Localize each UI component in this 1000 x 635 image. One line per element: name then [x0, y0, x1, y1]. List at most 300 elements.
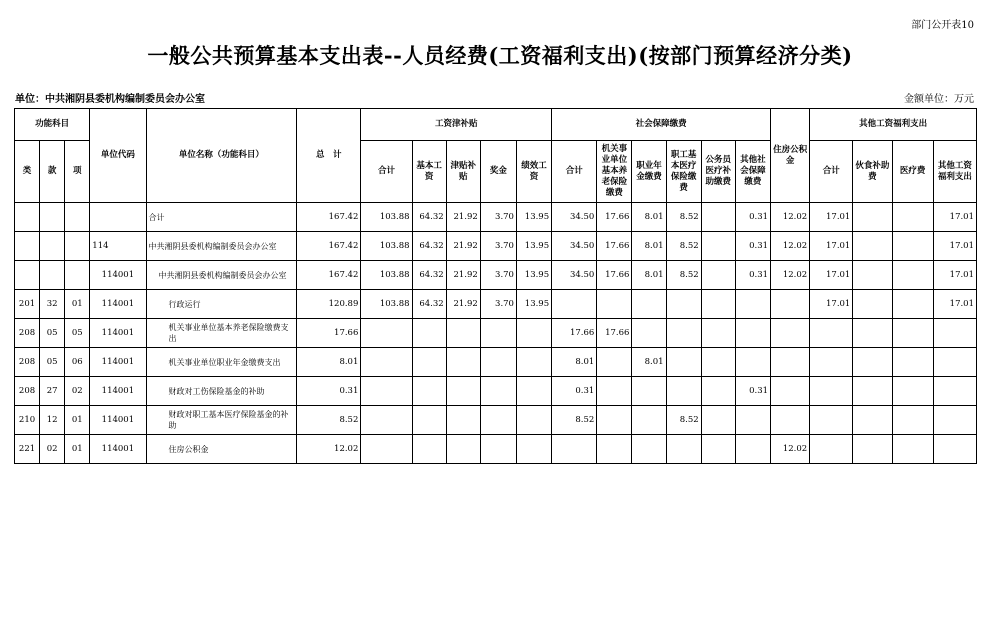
cell-civil — [701, 377, 735, 406]
cell-pension-text: 17.66 — [605, 328, 630, 338]
cell-pension — [597, 290, 632, 319]
cell-name-text: 中共湘阴县委机构编制委员会办公室 — [148, 241, 277, 251]
cell-o_welfare — [933, 406, 976, 435]
header-annuity: 职业年金缴费 — [632, 141, 666, 203]
cell-kuan — [40, 203, 65, 232]
cell-kuan-text: 02 — [46, 444, 58, 454]
cell-annuity — [632, 348, 666, 377]
cell-annuity — [632, 203, 666, 232]
cell-basic — [412, 261, 446, 290]
cell-kuan — [40, 435, 65, 464]
cell-annuity-text: 8.01 — [644, 241, 664, 251]
cell-bonus — [480, 232, 516, 261]
cell-meal — [853, 319, 892, 348]
header-meal: 伙食补助费 — [853, 141, 892, 203]
cell-medical — [666, 319, 701, 348]
cell-civil — [701, 435, 735, 464]
cell-s_total — [552, 290, 597, 319]
cell-annuity-text: 8.01 — [644, 212, 664, 222]
cell-lei-text: 210 — [18, 415, 36, 425]
cell-w_total — [361, 406, 412, 435]
cell-total-text: 0.31 — [339, 386, 359, 396]
cell-medical — [666, 348, 701, 377]
cell-code-text: 114001 — [101, 299, 135, 309]
cell-name — [146, 261, 297, 290]
header-other-total: 合计 — [810, 141, 853, 203]
cell-medical — [666, 232, 701, 261]
cell-name — [146, 203, 297, 232]
cell-kuan-text: 32 — [46, 299, 58, 309]
cell-total — [297, 261, 361, 290]
cell-o_total-text: 17.01 — [826, 299, 851, 309]
cell-code-text: 114001 — [101, 357, 135, 367]
cell-basic — [412, 406, 446, 435]
cell-total — [297, 232, 361, 261]
cell-code — [90, 377, 146, 406]
cell-medical — [666, 435, 701, 464]
cell-other_s — [735, 319, 770, 348]
cell-med_fee — [892, 261, 933, 290]
budget-table — [14, 108, 977, 464]
cell-kuan — [40, 348, 65, 377]
cell-s_total-text: 34.50 — [569, 212, 595, 222]
cell-other_s — [735, 348, 770, 377]
cell-name-text: 行政运行 — [168, 299, 201, 309]
cell-lei-text: 221 — [18, 444, 36, 454]
header-basic-wage: 基本工资 — [412, 141, 446, 203]
cell-annuity-text: 8.01 — [644, 270, 664, 280]
cell-code — [90, 319, 146, 348]
cell-name — [146, 348, 297, 377]
cell-perf — [516, 406, 551, 435]
cell-housing — [771, 261, 810, 290]
cell-s_total — [552, 406, 597, 435]
cell-medical — [666, 261, 701, 290]
cell-o_welfare-text: 17.01 — [949, 299, 974, 309]
cell-other_s — [735, 232, 770, 261]
cell-meal — [853, 290, 892, 319]
header-func-subject: 功能科目 — [15, 109, 90, 141]
cell-perf-text: 13.95 — [524, 241, 550, 251]
cell-civil — [701, 203, 735, 232]
cell-w_total — [361, 348, 412, 377]
cell-o_welfare — [933, 435, 976, 464]
cell-code-text: 114001 — [101, 270, 135, 280]
cell-name — [146, 319, 297, 348]
header-wage-total: 合计 — [361, 141, 412, 203]
header-wage-group: 工资津补贴 — [361, 109, 552, 141]
cell-xiang — [65, 377, 90, 406]
cell-w_total-text: 103.88 — [379, 270, 410, 280]
cell-w_total-text: 103.88 — [379, 241, 410, 251]
cell-allow — [446, 203, 480, 232]
cell-lei-text: 201 — [18, 299, 36, 309]
header-unit-name: 单位名称（功能科目） — [146, 109, 297, 203]
cell-basic-text: 64.32 — [419, 212, 444, 222]
cell-w_total-text: 103.88 — [379, 212, 410, 222]
cell-o_welfare-text: 17.01 — [949, 212, 974, 222]
cell-bonus-text: 3.70 — [495, 270, 514, 280]
cell-o_total — [810, 203, 853, 232]
cell-meal — [853, 406, 892, 435]
cell-s_total — [552, 261, 597, 290]
header-housing: 住房公积金 — [771, 109, 810, 203]
cell-xiang — [65, 290, 90, 319]
cell-xiang-text: 02 — [71, 386, 83, 396]
cell-total-text: 17.66 — [334, 328, 359, 338]
cell-xiang-text: 01 — [71, 444, 83, 454]
cell-o_total — [810, 290, 853, 319]
cell-allow — [446, 319, 480, 348]
cell-medical-text: 8.52 — [679, 241, 699, 251]
header-total: 总 计 — [297, 109, 361, 203]
table-row — [15, 348, 977, 377]
cell-civil — [701, 348, 735, 377]
cell-name-text: 机关事业单位职业年金缴费支出 — [168, 357, 281, 367]
cell-meal — [853, 348, 892, 377]
cell-s_total — [552, 377, 597, 406]
cell-civil — [701, 406, 735, 435]
cell-total-text: 12.02 — [334, 444, 359, 454]
cell-kuan — [40, 232, 65, 261]
header-kuan: 款 — [40, 141, 65, 203]
cell-name — [146, 290, 297, 319]
cell-other_s — [735, 261, 770, 290]
cell-s_total-text: 8.52 — [575, 415, 595, 425]
cell-med_fee — [892, 290, 933, 319]
cell-s_total — [552, 319, 597, 348]
cell-lei — [15, 406, 40, 435]
cell-other_s-text: 0.31 — [749, 386, 769, 396]
cell-w_total — [361, 232, 412, 261]
cell-perf — [516, 319, 551, 348]
cell-pension-text: 17.66 — [605, 241, 630, 251]
cell-civil — [701, 232, 735, 261]
table-row — [15, 377, 977, 406]
cell-o_welfare — [933, 319, 976, 348]
cell-total-text: 167.42 — [328, 270, 359, 280]
cell-o_welfare — [933, 232, 976, 261]
header-social-group: 社会保障缴费 — [552, 109, 771, 141]
cell-total — [297, 377, 361, 406]
cell-code-text: 114001 — [101, 415, 135, 425]
cell-perf-text: 13.95 — [524, 299, 550, 309]
cell-perf — [516, 435, 551, 464]
cell-housing-text: 12.02 — [782, 270, 808, 280]
cell-pension — [597, 406, 632, 435]
cell-med_fee — [892, 319, 933, 348]
cell-other_s — [735, 377, 770, 406]
cell-name — [146, 435, 297, 464]
cell-o_welfare — [933, 377, 976, 406]
cell-w_total — [361, 261, 412, 290]
cell-annuity — [632, 435, 666, 464]
header-social-total: 合计 — [552, 141, 597, 203]
cell-name-text: 中共湘阴县委机构编制委员会办公室 — [158, 270, 287, 280]
cell-allow-text: 21.92 — [453, 212, 478, 222]
cell-xiang-text: 05 — [71, 328, 83, 338]
cell-s_total — [552, 435, 597, 464]
cell-basic — [412, 348, 446, 377]
table-row — [15, 261, 977, 290]
cell-annuity — [632, 261, 666, 290]
cell-o_total-text: 17.01 — [826, 241, 851, 251]
cell-other_s-text: 0.31 — [749, 241, 769, 251]
cell-pension — [597, 435, 632, 464]
cell-code — [90, 348, 146, 377]
cell-other_s — [735, 290, 770, 319]
cell-code — [90, 406, 146, 435]
cell-s_total — [552, 232, 597, 261]
cell-code — [90, 290, 146, 319]
cell-o_total — [810, 435, 853, 464]
cell-medical — [666, 406, 701, 435]
cell-civil — [701, 319, 735, 348]
page-title: 一般公共预算基本支出表--人员经费(工资福利支出)(按部门预算经济分类) — [147, 43, 853, 68]
cell-lei-text: 208 — [18, 386, 36, 396]
cell-allow-text: 21.92 — [453, 299, 478, 309]
header-medical-fee: 医疗费 — [892, 141, 933, 203]
cell-med_fee — [892, 406, 933, 435]
cell-xiang-text: 06 — [71, 357, 83, 367]
cell-housing — [771, 232, 810, 261]
header-medical: 职工基本医疗保险缴费 — [666, 141, 701, 203]
cell-med_fee — [892, 348, 933, 377]
cell-pension — [597, 319, 632, 348]
cell-total-text: 167.42 — [328, 212, 359, 222]
cell-lei — [15, 203, 40, 232]
cell-lei — [15, 435, 40, 464]
cell-w_total — [361, 319, 412, 348]
cell-code-text: 114 — [92, 241, 109, 251]
cell-o_welfare-text: 17.01 — [949, 241, 974, 251]
cell-s_total-text: 17.66 — [569, 328, 595, 338]
cell-med_fee — [892, 232, 933, 261]
table-row — [15, 435, 977, 464]
cell-allow — [446, 261, 480, 290]
cell-code — [90, 261, 146, 290]
cell-pension — [597, 377, 632, 406]
table-row — [15, 203, 977, 232]
cell-code — [90, 435, 146, 464]
cell-pension-text: 17.66 — [605, 270, 630, 280]
cell-o_total — [810, 319, 853, 348]
cell-s_total-text: 34.50 — [569, 270, 595, 280]
cell-meal — [853, 232, 892, 261]
cell-xiang — [65, 435, 90, 464]
cell-allow — [446, 348, 480, 377]
cell-allow — [446, 232, 480, 261]
cell-annuity — [632, 319, 666, 348]
cell-w_total — [361, 290, 412, 319]
cell-s_total-text: 34.50 — [569, 241, 595, 251]
cell-housing — [771, 435, 810, 464]
cell-bonus — [480, 348, 516, 377]
cell-o_total-text: 17.01 — [826, 212, 851, 222]
cell-xiang — [65, 406, 90, 435]
cell-pension — [597, 348, 632, 377]
table-row — [15, 290, 977, 319]
cell-other_s — [735, 435, 770, 464]
cell-bonus-text: 3.70 — [495, 299, 514, 309]
cell-pension — [597, 232, 632, 261]
cell-medical — [666, 203, 701, 232]
cell-xiang — [65, 319, 90, 348]
cell-meal — [853, 261, 892, 290]
cell-total — [297, 348, 361, 377]
cell-o_total-text: 17.01 — [826, 270, 851, 280]
cell-lei — [15, 319, 40, 348]
cell-bonus — [480, 377, 516, 406]
cell-perf — [516, 377, 551, 406]
cell-total-text: 8.01 — [339, 357, 359, 367]
cell-housing — [771, 406, 810, 435]
cell-total — [297, 435, 361, 464]
cell-w_total — [361, 377, 412, 406]
cell-other_s-text: 0.31 — [749, 270, 769, 280]
header-lei: 类 — [15, 141, 40, 203]
cell-basic — [412, 319, 446, 348]
cell-lei — [15, 261, 40, 290]
cell-o_total — [810, 261, 853, 290]
cell-annuity — [632, 377, 666, 406]
cell-xiang-text: 01 — [71, 415, 83, 425]
cell-annuity — [632, 406, 666, 435]
cell-o_welfare — [933, 290, 976, 319]
cell-s_total — [552, 348, 597, 377]
cell-name — [146, 377, 297, 406]
cell-w_total-text: 103.88 — [379, 299, 410, 309]
cell-bonus — [480, 406, 516, 435]
header-unit-code: 单位代码 — [90, 109, 146, 203]
cell-housing-text: 12.02 — [782, 241, 808, 251]
cell-housing-text: 12.02 — [782, 444, 808, 454]
cell-lei — [15, 290, 40, 319]
cell-o_total — [810, 232, 853, 261]
cell-s_total-text: 8.01 — [575, 357, 595, 367]
cell-annuity-text: 8.01 — [644, 357, 664, 367]
cell-lei — [15, 348, 40, 377]
cell-basic-text: 64.32 — [419, 270, 444, 280]
cell-basic-text: 64.32 — [419, 241, 444, 251]
cell-housing — [771, 290, 810, 319]
cell-allow — [446, 377, 480, 406]
cell-allow-text: 21.92 — [453, 270, 478, 280]
table-row — [15, 406, 977, 435]
cell-o_total — [810, 377, 853, 406]
cell-other_s — [735, 203, 770, 232]
page-id: 部门公开表10 — [911, 20, 974, 31]
table-row — [15, 319, 977, 348]
cell-annuity — [632, 232, 666, 261]
cell-perf — [516, 203, 551, 232]
cell-o_welfare-text: 17.01 — [949, 270, 974, 280]
cell-name-text: 住房公积金 — [168, 444, 209, 454]
unit-label: 单位：中共湘阴县委机构编制委员会办公室 — [15, 94, 205, 105]
cell-total — [297, 406, 361, 435]
cell-other_s-text: 0.31 — [749, 212, 769, 222]
cell-allow — [446, 435, 480, 464]
cell-name-text: 财政对工伤保险基金的补助 — [168, 386, 265, 396]
cell-medical — [666, 377, 701, 406]
cell-kuan — [40, 319, 65, 348]
cell-bonus-text: 3.70 — [495, 212, 514, 222]
cell-kuan-text: 27 — [46, 386, 58, 396]
cell-bonus — [480, 203, 516, 232]
cell-o_welfare — [933, 348, 976, 377]
cell-pension — [597, 261, 632, 290]
cell-bonus — [480, 435, 516, 464]
cell-annuity — [632, 290, 666, 319]
cell-basic — [412, 377, 446, 406]
cell-kuan-text: 05 — [46, 328, 58, 338]
cell-basic — [412, 435, 446, 464]
cell-code — [90, 203, 146, 232]
header-allowance: 津贴补贴 — [446, 141, 480, 203]
cell-code-text: 114001 — [101, 444, 135, 454]
cell-o_total — [810, 406, 853, 435]
cell-name — [146, 232, 297, 261]
cell-med_fee — [892, 377, 933, 406]
header-performance: 绩效工资 — [516, 141, 551, 203]
cell-civil — [701, 290, 735, 319]
cell-code-text: 114001 — [101, 386, 135, 396]
cell-kuan — [40, 377, 65, 406]
cell-meal — [853, 435, 892, 464]
table-body — [15, 203, 977, 464]
cell-xiang — [65, 348, 90, 377]
cell-w_total — [361, 435, 412, 464]
cell-kuan-text: 05 — [46, 357, 58, 367]
cell-total-text: 8.52 — [339, 415, 359, 425]
cell-med_fee — [892, 435, 933, 464]
cell-xiang — [65, 232, 90, 261]
header-xiang: 项 — [65, 141, 90, 203]
cell-basic-text: 64.32 — [419, 299, 444, 309]
cell-perf — [516, 290, 551, 319]
cell-housing — [771, 377, 810, 406]
cell-meal — [853, 377, 892, 406]
cell-perf-text: 13.95 — [524, 270, 550, 280]
header-other-welfare: 其他工资福利支出 — [933, 141, 976, 203]
cell-name-text: 财政对职工基本医疗保险基金的补助 — [168, 410, 289, 430]
cell-kuan — [40, 406, 65, 435]
cell-lei-text: 208 — [18, 328, 36, 338]
cell-lei — [15, 232, 40, 261]
cell-basic — [412, 290, 446, 319]
cell-kuan — [40, 261, 65, 290]
header-civil-medical: 公务员医疗补助缴费 — [701, 141, 735, 203]
cell-medical-text: 8.52 — [679, 415, 699, 425]
cell-housing-text: 12.02 — [782, 212, 808, 222]
cell-name-text: 机关事业单位基本养老保险缴费支出 — [168, 323, 289, 343]
cell-o_welfare — [933, 203, 976, 232]
cell-lei — [15, 377, 40, 406]
cell-perf — [516, 348, 551, 377]
cell-basic — [412, 232, 446, 261]
cell-perf-text: 13.95 — [524, 212, 550, 222]
cell-total — [297, 203, 361, 232]
cell-pension — [597, 203, 632, 232]
cell-allow — [446, 290, 480, 319]
header-pension: 机关事业单位基本养老保险缴费 — [597, 141, 632, 203]
cell-basic — [412, 203, 446, 232]
header-other-group: 其他工资福利支出 — [810, 109, 977, 141]
cell-kuan — [40, 290, 65, 319]
cell-name — [146, 406, 297, 435]
cell-xiang-text: 01 — [71, 299, 83, 309]
amount-unit-label: 金额单位：万元 — [904, 94, 974, 105]
